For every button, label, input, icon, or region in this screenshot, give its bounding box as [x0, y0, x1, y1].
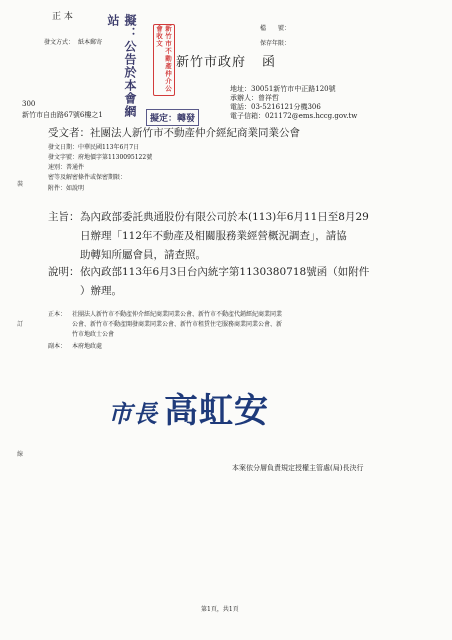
main-copy-line-3: 竹市地政士公會 — [72, 331, 115, 338]
mayor-title: 市長 — [108, 400, 158, 428]
mayor-signature — [108, 383, 269, 432]
received-stamp-text: 新竹市不動產仲介公會收文 — [155, 25, 172, 93]
contact-email-value: 021172@ems.hccg.gov.tw — [265, 112, 358, 120]
subject-line-1: 為內政部委託典通股份有限公司於本(113)年6月11日至8月29 — [80, 211, 369, 223]
explanation-label: 說明： — [48, 266, 80, 278]
subject-line-3: 助轉知所屬會員，請查照。 — [80, 249, 206, 261]
contact-phone — [230, 104, 321, 111]
contact-address — [230, 86, 336, 93]
contact-address-value: 30051新竹市中正路120號 — [251, 85, 336, 93]
contact-phone-label: 電話： — [230, 103, 251, 111]
doc-secrecy — [48, 175, 126, 181]
doc-date — [48, 145, 139, 151]
doc-attachment-label: 附件： — [48, 185, 67, 192]
recipient-value: 社團法人新竹市不動產仲介經紀商業同業公會 — [90, 127, 300, 139]
forward-stamp: 擬定：轉發 — [146, 109, 199, 126]
file-no-label: 檔 號： — [260, 25, 291, 32]
mayor-name: 高虹安 — [164, 391, 269, 431]
doc-number-label: 發文字號： — [48, 154, 79, 161]
subject-label: 主旨： — [48, 211, 80, 223]
contact-handler — [230, 95, 279, 102]
agency-name: 新竹市政府 — [176, 55, 247, 70]
contact-address-label: 地址： — [230, 85, 251, 93]
doc-speed-value: 普通件 — [66, 164, 85, 171]
explanation-line-2: ）辦理。 — [80, 285, 122, 297]
contact-handler-value: 曾祥哲 — [258, 94, 279, 102]
doc-speed-label: 速別： — [48, 164, 67, 171]
doc-date-value: 中華民國113年6月7日 — [78, 144, 140, 151]
cc-label: 副本： — [48, 343, 67, 350]
main-copy-line-2: 公會、新竹市不動產開發商業同業公會、新竹市租賃住宅服務商業同業公會、新 — [72, 321, 283, 328]
doc-attachment-value: 如說明 — [66, 185, 85, 192]
retention-label: 保存年限： — [260, 40, 291, 47]
doc-attachment — [48, 186, 84, 192]
recipient-address: 新竹市自由路67號6樓之1 — [22, 111, 103, 119]
recipient-postal-code: 300 — [22, 100, 36, 108]
doc-date-label: 發文日期： — [48, 144, 79, 151]
contact-email — [230, 113, 357, 120]
cc-value: 本府地政處 — [72, 343, 103, 350]
margin-binding-mark: 裝 — [17, 181, 24, 188]
correct-copy-label: 正 本 — [52, 12, 73, 22]
announcement-stamp: 擬：公告於本會網站 — [106, 14, 137, 118]
subject-line-2: 日辦理「112年不動產及相關服務業經營概況調查」，請協 — [80, 230, 347, 242]
contact-phone-value: 03-5216121分機306 — [251, 103, 321, 111]
send-method-value: 紙本郵寄 — [78, 39, 103, 46]
doc-type: 函 — [262, 55, 276, 70]
doc-number-value: 府地價字第1130095122號 — [78, 154, 153, 161]
recipient-line — [48, 128, 300, 139]
page-number: 第1頁，共1頁 — [201, 606, 239, 613]
received-stamp — [153, 24, 175, 96]
authorization-note: 本案依分層負責規定授權主管處(局)長決行 — [232, 464, 364, 472]
recipient-label: 受文者： — [48, 127, 90, 139]
main-copy-label: 正本： — [48, 311, 67, 318]
contact-handler-label: 承辦人： — [230, 94, 258, 102]
explanation-line-1: 依內政部113年6月3日台內統字第1130380718號函（如附件 — [80, 266, 370, 278]
margin-order-mark: 訂 — [17, 321, 24, 328]
doc-number — [48, 155, 152, 161]
margin-line-mark: 線 — [17, 451, 24, 458]
send-method-label: 發文方式： — [44, 39, 75, 46]
contact-email-label: 電子信箱： — [230, 112, 265, 120]
main-copy-line-1: 社團法人新竹市不動產仲介經紀商業同業公會、新竹市不動產代銷經紀商業同業 — [72, 311, 283, 318]
doc-secrecy-label: 密等及解密條件或保密期限： — [48, 174, 127, 181]
doc-speed — [48, 165, 84, 171]
binding-dashed-line — [0, 0, 1, 640]
